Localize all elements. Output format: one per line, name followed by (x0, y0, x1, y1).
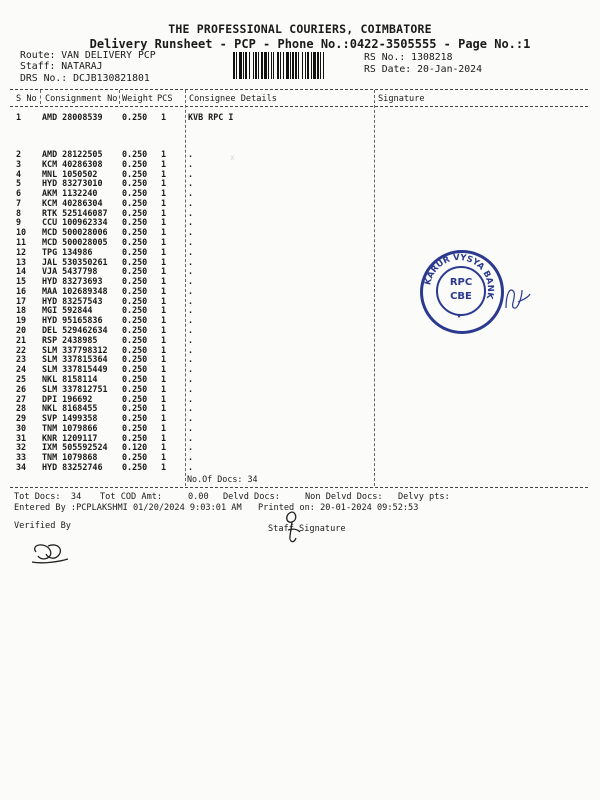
row-pcs: 1 (161, 178, 167, 189)
barcode (233, 52, 356, 79)
row-consignee: . (188, 461, 194, 472)
row-pcs: 1 (161, 188, 167, 199)
table-row (0, 198, 600, 208)
row-consignee: KVB RPC I (188, 112, 234, 122)
row-weight: 0.250 (122, 276, 148, 287)
row-weight: 0.250 (122, 452, 148, 463)
table-row (0, 217, 600, 227)
row-consignment: AMD 28122505 (42, 149, 103, 159)
row-sno: 4 (16, 168, 22, 179)
row-pcs: 1 (161, 383, 167, 394)
row-sno: 28 (16, 403, 27, 414)
row-consignment: JAL 530350261 (42, 256, 108, 267)
row-sno: 17 (16, 295, 27, 306)
row-sno: 32 (16, 442, 27, 453)
row-consignee: . (188, 168, 194, 179)
table-row (0, 354, 600, 364)
row-weight: 0.250 (122, 295, 148, 306)
row-pcs: 1 (161, 217, 167, 228)
row-pcs: 1 (161, 442, 167, 453)
row-pcs: 1 (161, 237, 167, 248)
row-consignment: SLM 337798312 (42, 344, 108, 355)
printed-on: Printed on: 20-01-2024 09:52:53 (258, 503, 419, 513)
row-consignee: . (188, 295, 194, 306)
row-consignment: RTK 525146087 (42, 207, 108, 218)
row-pcs: 1 (161, 197, 167, 208)
row-consignment: KCM 40286308 (42, 158, 103, 169)
row-weight: 0.250 (122, 112, 148, 122)
table-row (0, 374, 600, 384)
drs-number: DRS No.: DCJB130821801 (20, 73, 150, 84)
col-divider (119, 90, 120, 104)
table-row (0, 335, 600, 345)
row-weight: 0.250 (122, 325, 148, 336)
row-consignee: . (188, 403, 194, 414)
row-consignment: SLM 337815364 (42, 354, 108, 365)
row-consignment: DEL 529462634 (42, 325, 108, 336)
col-divider (40, 90, 41, 104)
runsheet-title: Delivery Runsheet - PCP - Phone No.:0422-3505555 - Page No.:1 (89, 37, 531, 51)
row-weight: 0.250 (122, 413, 148, 424)
row-consignee: . (188, 354, 194, 365)
row-sno: 21 (16, 334, 27, 345)
delvy-pts: Delvy pts: (398, 492, 450, 502)
row-sno: 22 (16, 344, 27, 355)
row-pcs: 1 (161, 344, 167, 355)
table-row (0, 178, 600, 188)
row-pcs: 1 (161, 168, 167, 179)
delvd-docs: Delvd Docs: (223, 492, 280, 502)
staff: Staff: NATARAJ (20, 61, 103, 72)
row-consignment: VJA 5437798 (42, 266, 98, 277)
row-consignee: . (188, 393, 194, 404)
row-consignee: . (188, 256, 194, 267)
header-rule-top (10, 89, 588, 90)
svg-text:★: ★ (456, 311, 462, 320)
row-consignment: RSP 2438985 (42, 334, 98, 345)
table-row (0, 413, 600, 423)
row-pcs: 1 (161, 266, 167, 277)
row-sno: 14 (16, 266, 27, 277)
rs-date: RS Date: 20-Jan-2024 (364, 64, 482, 75)
row-pcs: 1 (161, 461, 167, 472)
row-consignment: MGI 592844 (42, 305, 93, 316)
table-row (0, 345, 600, 355)
row-consignee: . (188, 364, 194, 375)
row-weight: 0.250 (122, 197, 148, 208)
row-consignment: TNM 1079866 (42, 422, 98, 433)
row-sno: 9 (16, 217, 22, 228)
row-sno: 25 (16, 373, 27, 384)
row-weight: 0.250 (122, 393, 148, 404)
row-consignee: . (188, 188, 194, 199)
row-consignee: . (188, 178, 194, 189)
table-row (0, 257, 600, 267)
row-consignment: DPI 196692 (42, 393, 93, 404)
row-pcs: 1 (161, 305, 167, 316)
row-consignee: . (188, 266, 194, 277)
row-sno: 13 (16, 256, 27, 267)
row-consignee: . (188, 149, 194, 159)
row-consignment: AKM 1132240 (42, 188, 98, 199)
row-weight: 0.250 (122, 168, 148, 179)
table-row (0, 266, 600, 276)
row-weight: 0.250 (122, 422, 148, 433)
row-sno: 7 (16, 197, 22, 208)
row-pcs: 1 (161, 373, 167, 384)
row-weight: 0.250 (122, 383, 148, 394)
company-name: THE PROFESSIONAL COURIERS, COIMBATORE (168, 22, 432, 36)
row-consignee: . (188, 276, 194, 287)
table-row (0, 452, 600, 462)
row-weight: 0.250 (122, 334, 148, 345)
row-consignee: . (188, 197, 194, 208)
stamp-center (436, 266, 486, 316)
row-consignment: SVP 1499358 (42, 413, 98, 424)
row-pcs: 1 (161, 354, 167, 365)
row-pcs: 1 (161, 403, 167, 414)
row-consignee: . (188, 285, 194, 296)
row-sno: 5 (16, 178, 22, 189)
row-consignment: TPG 134986 (42, 246, 93, 257)
row-pcs: 1 (161, 393, 167, 404)
row-consignment: KNR 1209117 (42, 432, 98, 443)
table-row (0, 462, 600, 472)
table-row (0, 364, 600, 374)
row-weight: 0.250 (122, 256, 148, 267)
row-sno: 34 (16, 461, 27, 472)
row-pcs: 1 (161, 334, 167, 345)
row-pcs: 1 (161, 364, 167, 375)
bank-stamp (420, 250, 504, 334)
row-pcs: 1 (161, 422, 167, 433)
verified-by: Verified By (14, 521, 71, 531)
row-weight: 0.250 (122, 305, 148, 316)
table-row (0, 247, 600, 257)
row-weight: 0.250 (122, 315, 148, 326)
non-delvd-docs: Non Delvd Docs: (305, 492, 383, 502)
row-consignee: . (188, 432, 194, 443)
row-consignee: . (188, 442, 194, 453)
table-row (0, 403, 600, 413)
row-weight: 0.250 (122, 461, 148, 472)
row-weight: 0.250 (122, 373, 148, 384)
row-consignee: . (188, 227, 194, 238)
row-weight: 0.250 (122, 237, 148, 248)
row-consignment: CCU 100962334 (42, 217, 108, 228)
row-pcs: 1 (161, 158, 167, 169)
row-sno: 26 (16, 383, 27, 394)
row-pcs: 1 (161, 207, 167, 218)
table-row (0, 394, 600, 404)
staff-signature: Staff Signature (268, 524, 346, 534)
row-pcs: 1 (161, 452, 167, 463)
row-consignment: TNM 1079868 (42, 452, 98, 463)
table-row (0, 315, 600, 325)
no-of-docs: No.Of Docs: 34 (187, 474, 258, 484)
entered-by: Entered By :PCPLAKSHMI 01/20/2024 9:03:01 AM (14, 503, 242, 513)
row-sno: 1 (16, 112, 22, 122)
row-consignment: AMD 28008539 (42, 112, 103, 122)
row-pcs: 1 (161, 246, 167, 257)
col-consignee: Consignee Details (189, 94, 277, 104)
row-consignee: . (188, 325, 194, 336)
col-sno: S No (16, 94, 37, 104)
row-sno: 3 (16, 158, 22, 169)
row-weight: 0.250 (122, 432, 148, 443)
verified-signature (28, 540, 70, 566)
table-row (0, 188, 600, 198)
staff-signature-mark (280, 508, 304, 548)
row-sno: 12 (16, 246, 27, 257)
row-consignment: KCM 40286304 (42, 197, 103, 208)
table-row (0, 112, 600, 122)
col-weight: Weight (122, 94, 154, 104)
row-consignment: MAA 102689348 (42, 285, 108, 296)
row-consignee: . (188, 315, 194, 326)
receiver-signature (500, 282, 532, 314)
tot-docs: Tot Docs: 34 (14, 492, 82, 502)
row-consignment: SLM 337815449 (42, 364, 108, 375)
row-sno: 6 (16, 188, 22, 199)
row-consignee: . (188, 373, 194, 384)
row-weight: 0.250 (122, 403, 148, 414)
row-pcs: 1 (161, 227, 167, 238)
table-row (0, 169, 600, 179)
row-weight: 0.250 (122, 285, 148, 296)
row-consignee: . (188, 158, 194, 169)
table-row (0, 325, 600, 335)
row-weight: 0.250 (122, 149, 148, 159)
row-sno: 24 (16, 364, 27, 375)
row-sno: 10 (16, 227, 27, 238)
header-rule-bottom (10, 106, 588, 107)
table-row (0, 227, 600, 237)
row-pcs: 1 (161, 325, 167, 336)
row-consignment: HYD 95165836 (42, 315, 103, 326)
row-weight: 0.250 (122, 364, 148, 375)
row-sno: 33 (16, 452, 27, 463)
row-sno: 18 (16, 305, 27, 316)
row-consignment: NKL 8168455 (42, 403, 98, 414)
row-weight: 0.250 (122, 158, 148, 169)
stamp-line1: RPC (449, 277, 473, 288)
row-pcs: 1 (161, 413, 167, 424)
row-pcs: 1 (161, 276, 167, 287)
col-consignment: Consignment No (45, 94, 118, 104)
row-weight: 0.250 (122, 354, 148, 365)
row-weight: 0.250 (122, 246, 148, 257)
row-weight: 0.250 (122, 188, 148, 199)
row-consignment: MCD 500028006 (42, 227, 108, 238)
row-sno: 15 (16, 276, 27, 287)
row-consignment: HYD 83273010 (42, 178, 103, 189)
row-consignee: . (188, 237, 194, 248)
row-weight: 0.250 (122, 207, 148, 218)
row-sno: 29 (16, 413, 27, 424)
svg-text:KARUR VYSYA BANK: KARUR VYSYA BANK (423, 252, 496, 300)
row-consignment: HYD 83273693 (42, 276, 103, 287)
row-sno: 30 (16, 422, 27, 433)
row-consignment: NKL 8158114 (42, 373, 98, 384)
row-consignment: MCD 500028005 (42, 237, 108, 248)
row-weight: 0.250 (122, 227, 148, 238)
row-pcs: 1 (161, 149, 167, 159)
row-sno: 16 (16, 285, 27, 296)
row-sno: 19 (16, 315, 27, 326)
table-row (0, 442, 600, 452)
footer-rule (10, 487, 588, 488)
row-pcs: 1 (161, 256, 167, 267)
row-weight: 0.250 (122, 217, 148, 228)
row-consignee: . (188, 217, 194, 228)
row-weight: 0.250 (122, 266, 148, 277)
row-consignee: . (188, 207, 194, 218)
col-pcs: PCS (157, 94, 173, 104)
table-row (0, 423, 600, 433)
row-consignee: . (188, 246, 194, 257)
route: Route: VAN DELIVERY PCP (20, 50, 156, 61)
row-sno: 20 (16, 325, 27, 336)
row-consignment: IXM 505592524 (42, 442, 108, 453)
table-row (0, 384, 600, 394)
row-sno: 23 (16, 354, 27, 365)
row-weight: 0.120 (122, 442, 148, 453)
row-sno: 11 (16, 237, 27, 248)
row-pcs: 1 (161, 432, 167, 443)
table-row (0, 208, 600, 218)
row-pcs: 1 (161, 315, 167, 326)
row-pcs: 1 (161, 112, 167, 122)
row-pcs: 1 (161, 285, 167, 296)
row-consignment: HYD 83252746 (42, 461, 103, 472)
table-row (0, 433, 600, 443)
row-weight: 0.250 (122, 344, 148, 355)
row-consignee: . (188, 383, 194, 394)
table-row (0, 237, 600, 247)
row-consignment: SLM 337812751 (42, 383, 108, 394)
row-pcs: 1 (161, 295, 167, 306)
row-consignee: . (188, 305, 194, 316)
row-consignee: . (188, 422, 194, 433)
row-consignee: . (188, 413, 194, 424)
row-consignee: . (188, 334, 194, 345)
stamp-line2: CBE (450, 291, 472, 302)
col-signature: Signature (378, 94, 425, 104)
rs-number: RS No.: 1308218 (364, 52, 453, 63)
table-row (0, 149, 600, 159)
row-sno: 2 (16, 149, 22, 159)
row-consignee: . (188, 344, 194, 355)
row-consignment: HYD 83257543 (42, 295, 103, 306)
row-sno: 31 (16, 432, 27, 443)
row-sno: 27 (16, 393, 27, 404)
tot-cod-amt: Tot COD Amt: 0.00 (100, 492, 209, 502)
row-consignee: . (188, 452, 194, 463)
row-sno: 8 (16, 207, 22, 218)
row-consignment: MNL 1050502 (42, 168, 98, 179)
table-row (0, 159, 600, 169)
row-weight: 0.250 (122, 178, 148, 189)
